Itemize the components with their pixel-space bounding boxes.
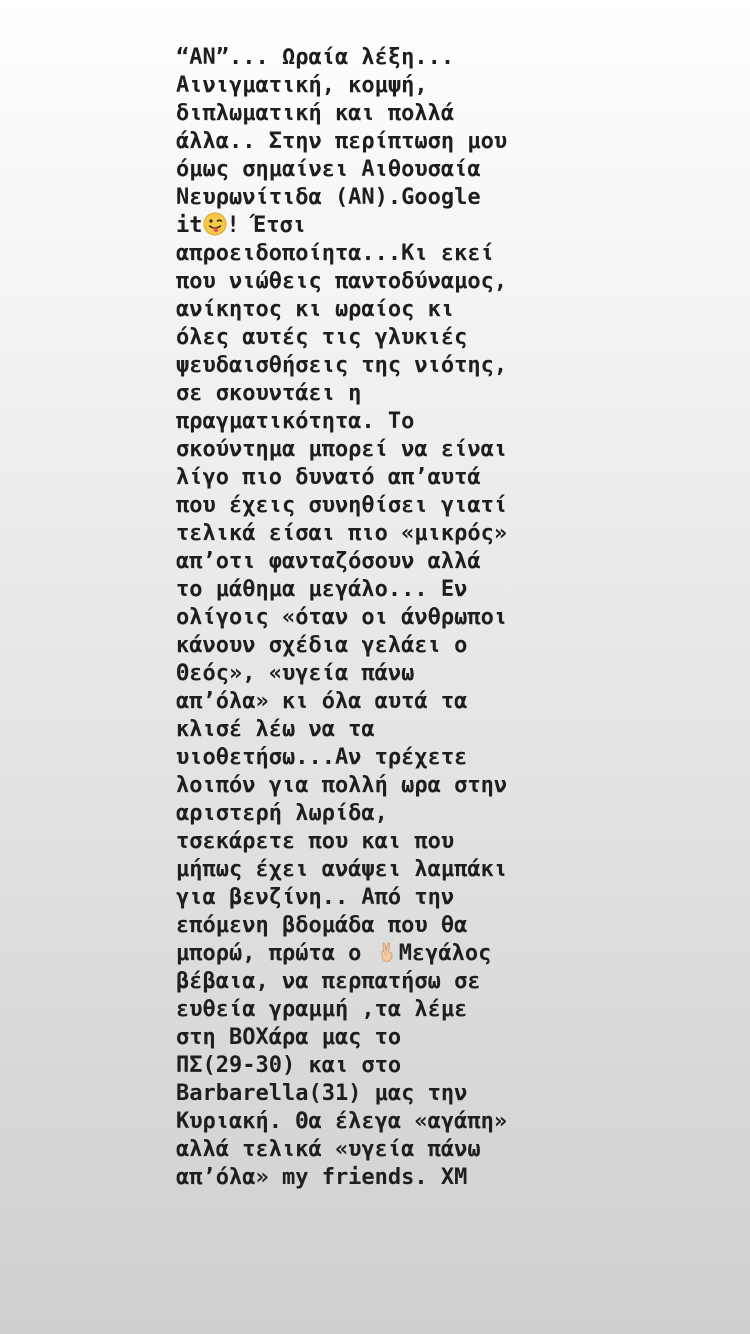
story-line: υιοθετήσω...Αν τρέχετε [176,745,468,770]
story-line: διπλωματική και πολλά [176,101,455,126]
story-line-segment: Μεγάλος [398,941,492,966]
story-line: απ’όλα» κι όλα αυτά τα [176,689,468,714]
story-line: τελικά είσαι πιο «μικρός» [176,521,508,546]
story-line-segment: it [176,213,203,238]
story-line: στη ΒΟΧάρα μας το [176,1025,402,1050]
story-line: Κυριακή. Θα έλεγα «αγάπη» [176,1109,508,1134]
story-line: πραγματικότητα. Το [176,409,415,434]
story-line: όλες αυτές τις γλυκιές [176,325,468,350]
story-line: Barbarella(31) μας την [176,1081,468,1106]
story-line-segment: ! Έτσι [226,213,306,238]
story-line: λοιπόν για πολλή ωρα στην [176,773,508,798]
story-line: για βενζίνη.. Από την [176,885,455,910]
story-line [176,940,576,968]
story-line: ανίκητος κι ωραίος κι [176,297,455,322]
story-line-segment: μπορώ, πρώτα ο [176,941,375,966]
story-line: αλλά τελικά «υγεία πάνω [176,1137,481,1162]
story-line: απ’όλα» my friends. XM [176,1165,468,1190]
story-line: Αινιγματική, κομψή, [176,73,428,98]
story-line: όμως σημαίνει Αιθουσαία [176,157,481,182]
story-line: ΠΣ(29-30) και στο [176,1053,402,1078]
story-line: κάνουν σχέδια γελάει ο [176,633,468,658]
story-line: μήπως έχει ανάψει λαμπάκι [176,857,508,882]
victory-hand-emoji [375,940,399,964]
story-line: Θεός», «υγεία πάνω [176,661,415,686]
story-line: απ’οτι φανταζόσουν αλλά [176,549,481,574]
story-line: σκούντημα μπορεί να είναι [176,437,508,462]
story-line: ολίγοις «όταν οι άνθρωποι [176,605,508,630]
story-line: που έχεις συνηθίσει γιατί [176,493,508,518]
story-line: Νευρωνίτιδα (ΑΝ).Google [176,185,481,210]
story-line [176,212,576,240]
story-line: άλλα.. Στην περίπτωση μου [176,129,508,154]
story-line: “ΑΝ”... Ωραία λέξη... [176,45,455,70]
story-line: απροειδοποίητα...Κι εκεί [176,241,494,266]
story-line: που νιώθεις παντοδύναμος, [176,269,508,294]
story-line: ευθεία γραμμή ,τα λέμε [176,997,468,1022]
story-line: αριστερή λωρίδα, [176,801,388,826]
story-line: λίγο πιο δυνατό απ’αυτά [176,465,481,490]
story-text-block [176,44,576,1192]
story-line: το μάθημα μεγάλο... Εν [176,577,468,602]
story-line: ψευδαισθήσεις της νιότης, [176,353,508,378]
story-line: κλισέ λέω να τα [176,717,375,742]
story-line: επόμενη βδομάδα που θα [176,913,468,938]
winking-tongue-face-emoji [203,212,227,236]
story-line: σε σκουντάει η [176,381,362,406]
story-line: τσεκάρετε που και που [176,829,455,854]
story-line: βέβαια, να περπατήσω σε [176,969,481,994]
